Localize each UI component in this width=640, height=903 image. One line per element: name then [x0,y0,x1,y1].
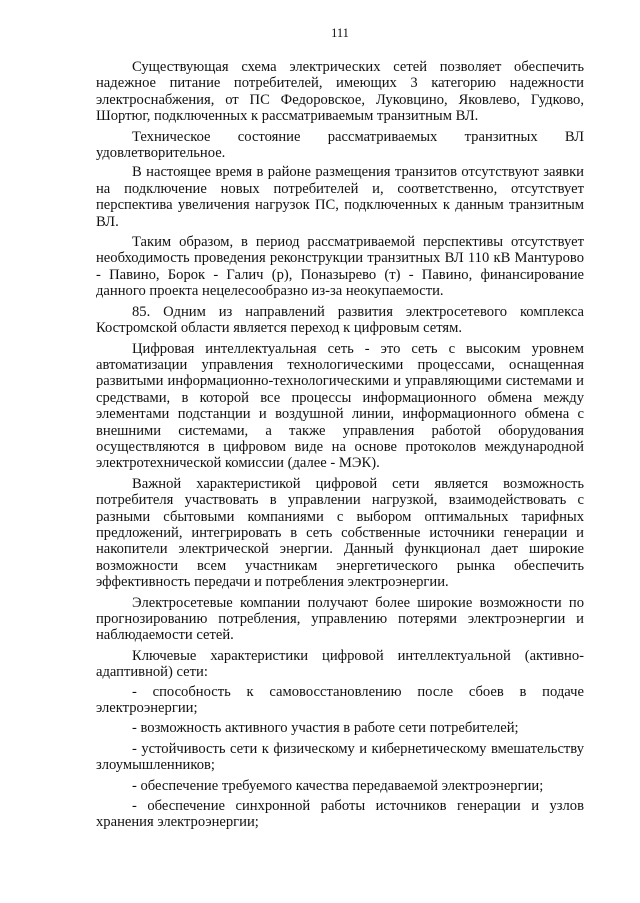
paragraph-conclusion: Таким образом, в период рассматриваемой перспективы отсутствует необходимость проведения реконструкции транзитных ВЛ 110 кВ Мантурово - Павино, Борок - Галич (р), Поназырево (т) - Павино, финансирование данного проекта нецелесообразно из-за неокупаемости. [96,234,584,300]
paragraph-digital-grid-definition: Цифровая интеллектуальная сеть - это сеть с высоким уровнем автоматизации управления технологическими процессами, оснащенная развитыми информационно-технологическими и управляющими системами и средствами, в которой все процессы информационного обмена между элементами подстанции и воздушной линии, информационного обмена с внешними системами, а также управления работой оборудования осуществляются в цифровом виде на основе протоколов международной электротехнической комиссии (далее - МЭК). [96,340,584,472]
paragraph-no-requests: В настоящее время в районе размещения транзитов отсутствуют заявки на подключение новых потребителей и, соответственно, отсутствует перспектива увеличения нагрузок ПС, подключенных к данным транзитным ВЛ. [96,164,584,230]
paragraph-key-characteristics: Ключевые характеристики цифровой интеллектуальной (активно-адаптивной) сети: [96,647,584,681]
characteristics-list [96,684,584,831]
list-item: - устойчивость сети к физическому и кибернетическому вмешательству злоумышленников; [96,740,584,774]
page-number: 111 [331,26,349,40]
list-item: - способность к самовосстановлению после сбоев в подаче электроэнергии; [96,683,584,717]
list-item: - обеспечение синхронной работы источников генерации и узлов хранения электроэнергии; [96,798,584,831]
paragraph-existing-scheme: Существующая схема электрических сетей позволяет обеспечить надежное питание потребителей, имеющих 3 категорию надежности электроснабжения, от ПС Федоровское, Луковцино, Яковлево, Гудково, Шортюг, подключенных к рассматриваемым транзитным ВЛ. [96,59,584,125]
list-item: - возможность активного участия в работе сети потребителей; [132,720,519,737]
document-page [96,26,584,835]
paragraph-key-feature: Важной характеристикой цифровой сети является возможность потребителя участвовать в управлении нагрузкой, взаимодействовать с разными сбытовыми компаниями с выбором оптимальных тарифных предложений, интегрировать в сеть собственные источники генерации и накопители электрической энергии. Данный функционал дает широкие возможности всем участникам энергетического рынка обеспечить эффективность передачи и потребления электроэнергии. [96,475,584,591]
paragraph-grid-companies: Электросетевые компании получают более широкие возможности по прогнозированию потребления, управлению потерями электроэнергии и наблюдаемости сетей. [96,594,584,644]
paragraph-item-85: 85. Одним из направлений развития электросетевого комплекса Костромской области является переход к цифровым сетям. [96,303,584,337]
paragraph-technical-state: Техническое состояние рассматриваемых транзитных ВЛ удовлетворительное. [96,128,584,162]
list-item: - обеспечение требуемого качества передаваемой электроэнергии; [132,777,544,794]
